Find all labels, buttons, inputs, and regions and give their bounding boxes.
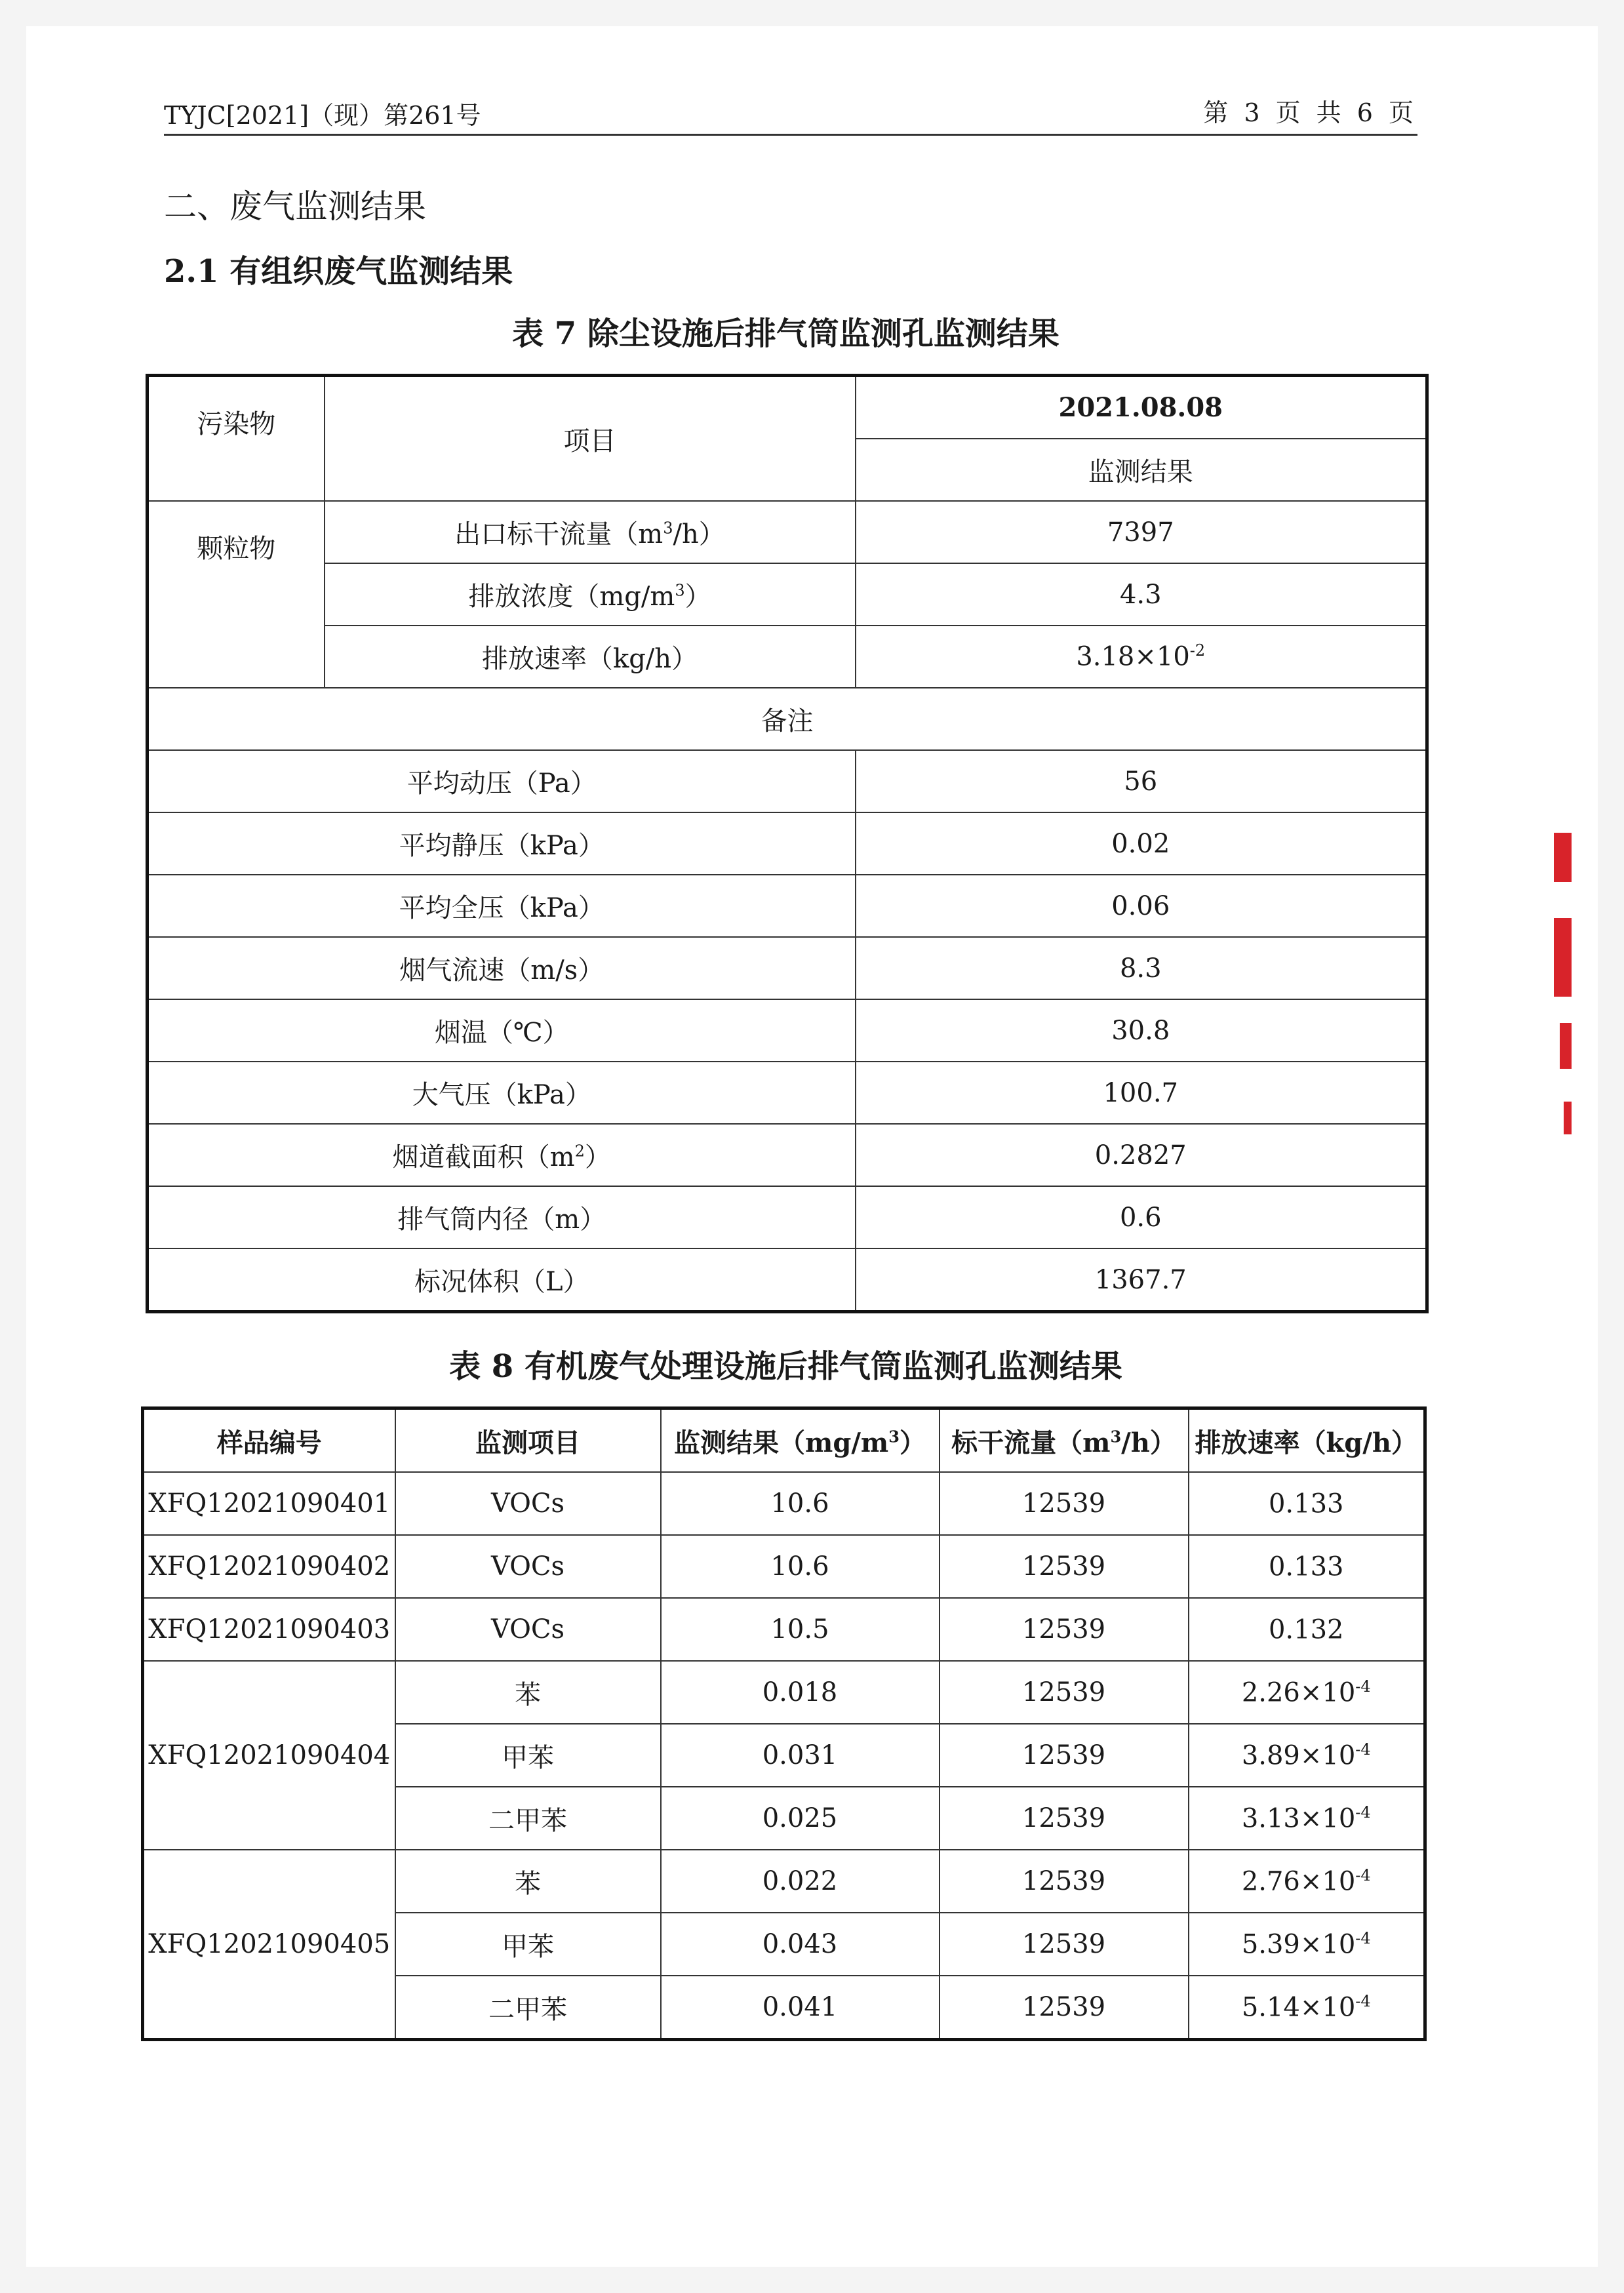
seal-mark: [1560, 1023, 1572, 1069]
flow-value: 12539: [940, 1976, 1189, 2040]
rate-value: $5.14\times 10^{-4}$: [1189, 1976, 1425, 2040]
seal-mark: [1554, 918, 1572, 997]
flow-value: 12539: [940, 1724, 1189, 1787]
table7-header-item: 项目: [325, 376, 856, 502]
remark-item: 平均全压（kPa）: [148, 875, 856, 937]
table7-value: 7397: [856, 501, 1427, 563]
table-row: [143, 1472, 1425, 1535]
rate-value: 0.133: [1189, 1535, 1425, 1598]
remark-value: 0.6: [856, 1186, 1427, 1248]
table8-header-result: 监测结果$(mg/m^3)$: [661, 1408, 940, 1473]
table7-item: 排放速率（kg/h）: [325, 626, 856, 688]
result-value: 0.022: [661, 1850, 940, 1913]
flow-value: 12539: [940, 1598, 1189, 1661]
result-value: 10.5: [661, 1598, 940, 1661]
remark-item: 平均静压（kPa）: [148, 812, 856, 875]
remark-value: 0.06: [856, 875, 1427, 937]
monitor-item: VOCs: [395, 1598, 661, 1661]
remark-item: 标况体积（L）: [148, 1248, 856, 1312]
monitor-item: 二甲苯: [395, 1787, 661, 1850]
report-number: TYJC[2021]（现）第261号: [164, 101, 481, 130]
remark-item: 烟温（℃）: [148, 999, 856, 1062]
table-row: [148, 1248, 1427, 1312]
table-row: [143, 1598, 1425, 1661]
subsection-title: 2.1 有组织废气监测结果: [164, 253, 513, 290]
sample-id: XFQ12021090404: [143, 1661, 395, 1850]
rate-value: 0.133: [1189, 1472, 1425, 1535]
sample-id: XFQ12021090403: [143, 1598, 395, 1661]
seal-mark: [1564, 1102, 1572, 1134]
result-value: 0.043: [661, 1913, 940, 1976]
table-row: [148, 1062, 1427, 1124]
sample-id: XFQ12021090401: [143, 1472, 395, 1535]
monitor-item: VOCs: [395, 1535, 661, 1598]
table-row: [148, 563, 1427, 626]
remark-value: 0.02: [856, 812, 1427, 875]
remark-value: 1367.7: [856, 1248, 1427, 1312]
monitor-item: 苯: [395, 1661, 661, 1724]
table-row: [148, 626, 1427, 688]
sample-id: XFQ12021090402: [143, 1535, 395, 1598]
monitor-item: 苯: [395, 1850, 661, 1913]
table-row: [148, 1124, 1427, 1186]
remark-item: 平均动压（Pa）: [148, 750, 856, 812]
remark-item: 烟气流速（m/s）: [148, 937, 856, 999]
remark-item: 排气筒内径（m）: [148, 1186, 856, 1248]
rate-value: $3.89\times 10^{-4}$: [1189, 1724, 1425, 1787]
remark-value: 0.2827: [856, 1124, 1427, 1186]
table7-header-pollutant: 污染物: [148, 376, 325, 502]
section-title: 二、废气监测结果: [164, 188, 426, 226]
table8-header-sample: 样品编号: [143, 1408, 395, 1473]
table8-caption: 表 8 有机废气处理设施后排气筒监测孔监测结果: [449, 1348, 1122, 1385]
table7-value: 4.3: [856, 563, 1427, 626]
result-value: 0.018: [661, 1661, 940, 1724]
table-row: [148, 937, 1427, 999]
remark-value: 8.3: [856, 937, 1427, 999]
table7-header-result: 监测结果: [856, 439, 1427, 501]
remark-value: 100.7: [856, 1062, 1427, 1124]
table-row: [148, 999, 1427, 1062]
table7: [146, 374, 1429, 1313]
result-value: 10.6: [661, 1535, 940, 1598]
result-value: 10.6: [661, 1472, 940, 1535]
flow-value: 12539: [940, 1850, 1189, 1913]
result-value: 0.041: [661, 1976, 940, 2040]
table-row: [148, 1186, 1427, 1248]
result-value: 0.025: [661, 1787, 940, 1850]
table7-item: 出口标干流量$(m^3/h)$: [325, 501, 856, 563]
page-number: 第 3 页 共 6 页: [1203, 98, 1417, 127]
rate-value: $2.76\times 10^{-4}$: [1189, 1850, 1425, 1913]
table7-item: 排放浓度$(mg/m^3)$: [325, 563, 856, 626]
table7-header-date: 2021.08.08: [856, 376, 1427, 439]
page-header: [164, 97, 1417, 136]
sample-id: XFQ12021090405: [143, 1850, 395, 2040]
table8-header-item: 监测项目: [395, 1408, 661, 1473]
table-row: [148, 750, 1427, 812]
flow-value: 12539: [940, 1472, 1189, 1535]
remark-value: 30.8: [856, 999, 1427, 1062]
monitor-item: 甲苯: [395, 1913, 661, 1976]
flow-value: 12539: [940, 1661, 1189, 1724]
table-row: [143, 1850, 1425, 1913]
table-row: [143, 1661, 1425, 1724]
table7-caption: 表 7 除尘设施后排气筒监测孔监测结果: [512, 315, 1060, 352]
monitor-item: 二甲苯: [395, 1976, 661, 2040]
table8: [141, 1406, 1427, 2041]
rate-value: $5.39\times 10^{-4}$: [1189, 1913, 1425, 1976]
monitor-item: 甲苯: [395, 1724, 661, 1787]
table7-remark-label: 备注: [148, 688, 1427, 750]
rate-value: $3.13\times 10^{-4}$: [1189, 1787, 1425, 1850]
remark-item: 烟道截面积$(m^2)$: [148, 1124, 856, 1186]
rate-value: 0.132: [1189, 1598, 1425, 1661]
flow-value: 12539: [940, 1913, 1189, 1976]
remark-item: 大气压（kPa）: [148, 1062, 856, 1124]
flow-value: 12539: [940, 1535, 1189, 1598]
table-row: [143, 1535, 1425, 1598]
table7-pollutant: 颗粒物: [148, 501, 325, 688]
table-row: [148, 812, 1427, 875]
seal-mark: [1554, 833, 1572, 882]
table-row: [148, 875, 1427, 937]
flow-value: 12539: [940, 1787, 1189, 1850]
remark-value: 56: [856, 750, 1427, 812]
table7-value: $3.18\times 10^{-2}$: [856, 626, 1427, 688]
table8-header-flow: 标干流量$(m^3/h)$: [940, 1408, 1189, 1473]
table-row: [148, 501, 1427, 563]
rate-value: $2.26\times 10^{-4}$: [1189, 1661, 1425, 1724]
result-value: 0.031: [661, 1724, 940, 1787]
monitor-item: VOCs: [395, 1472, 661, 1535]
table8-header-rate: 排放速率（kg/h）: [1189, 1408, 1425, 1473]
